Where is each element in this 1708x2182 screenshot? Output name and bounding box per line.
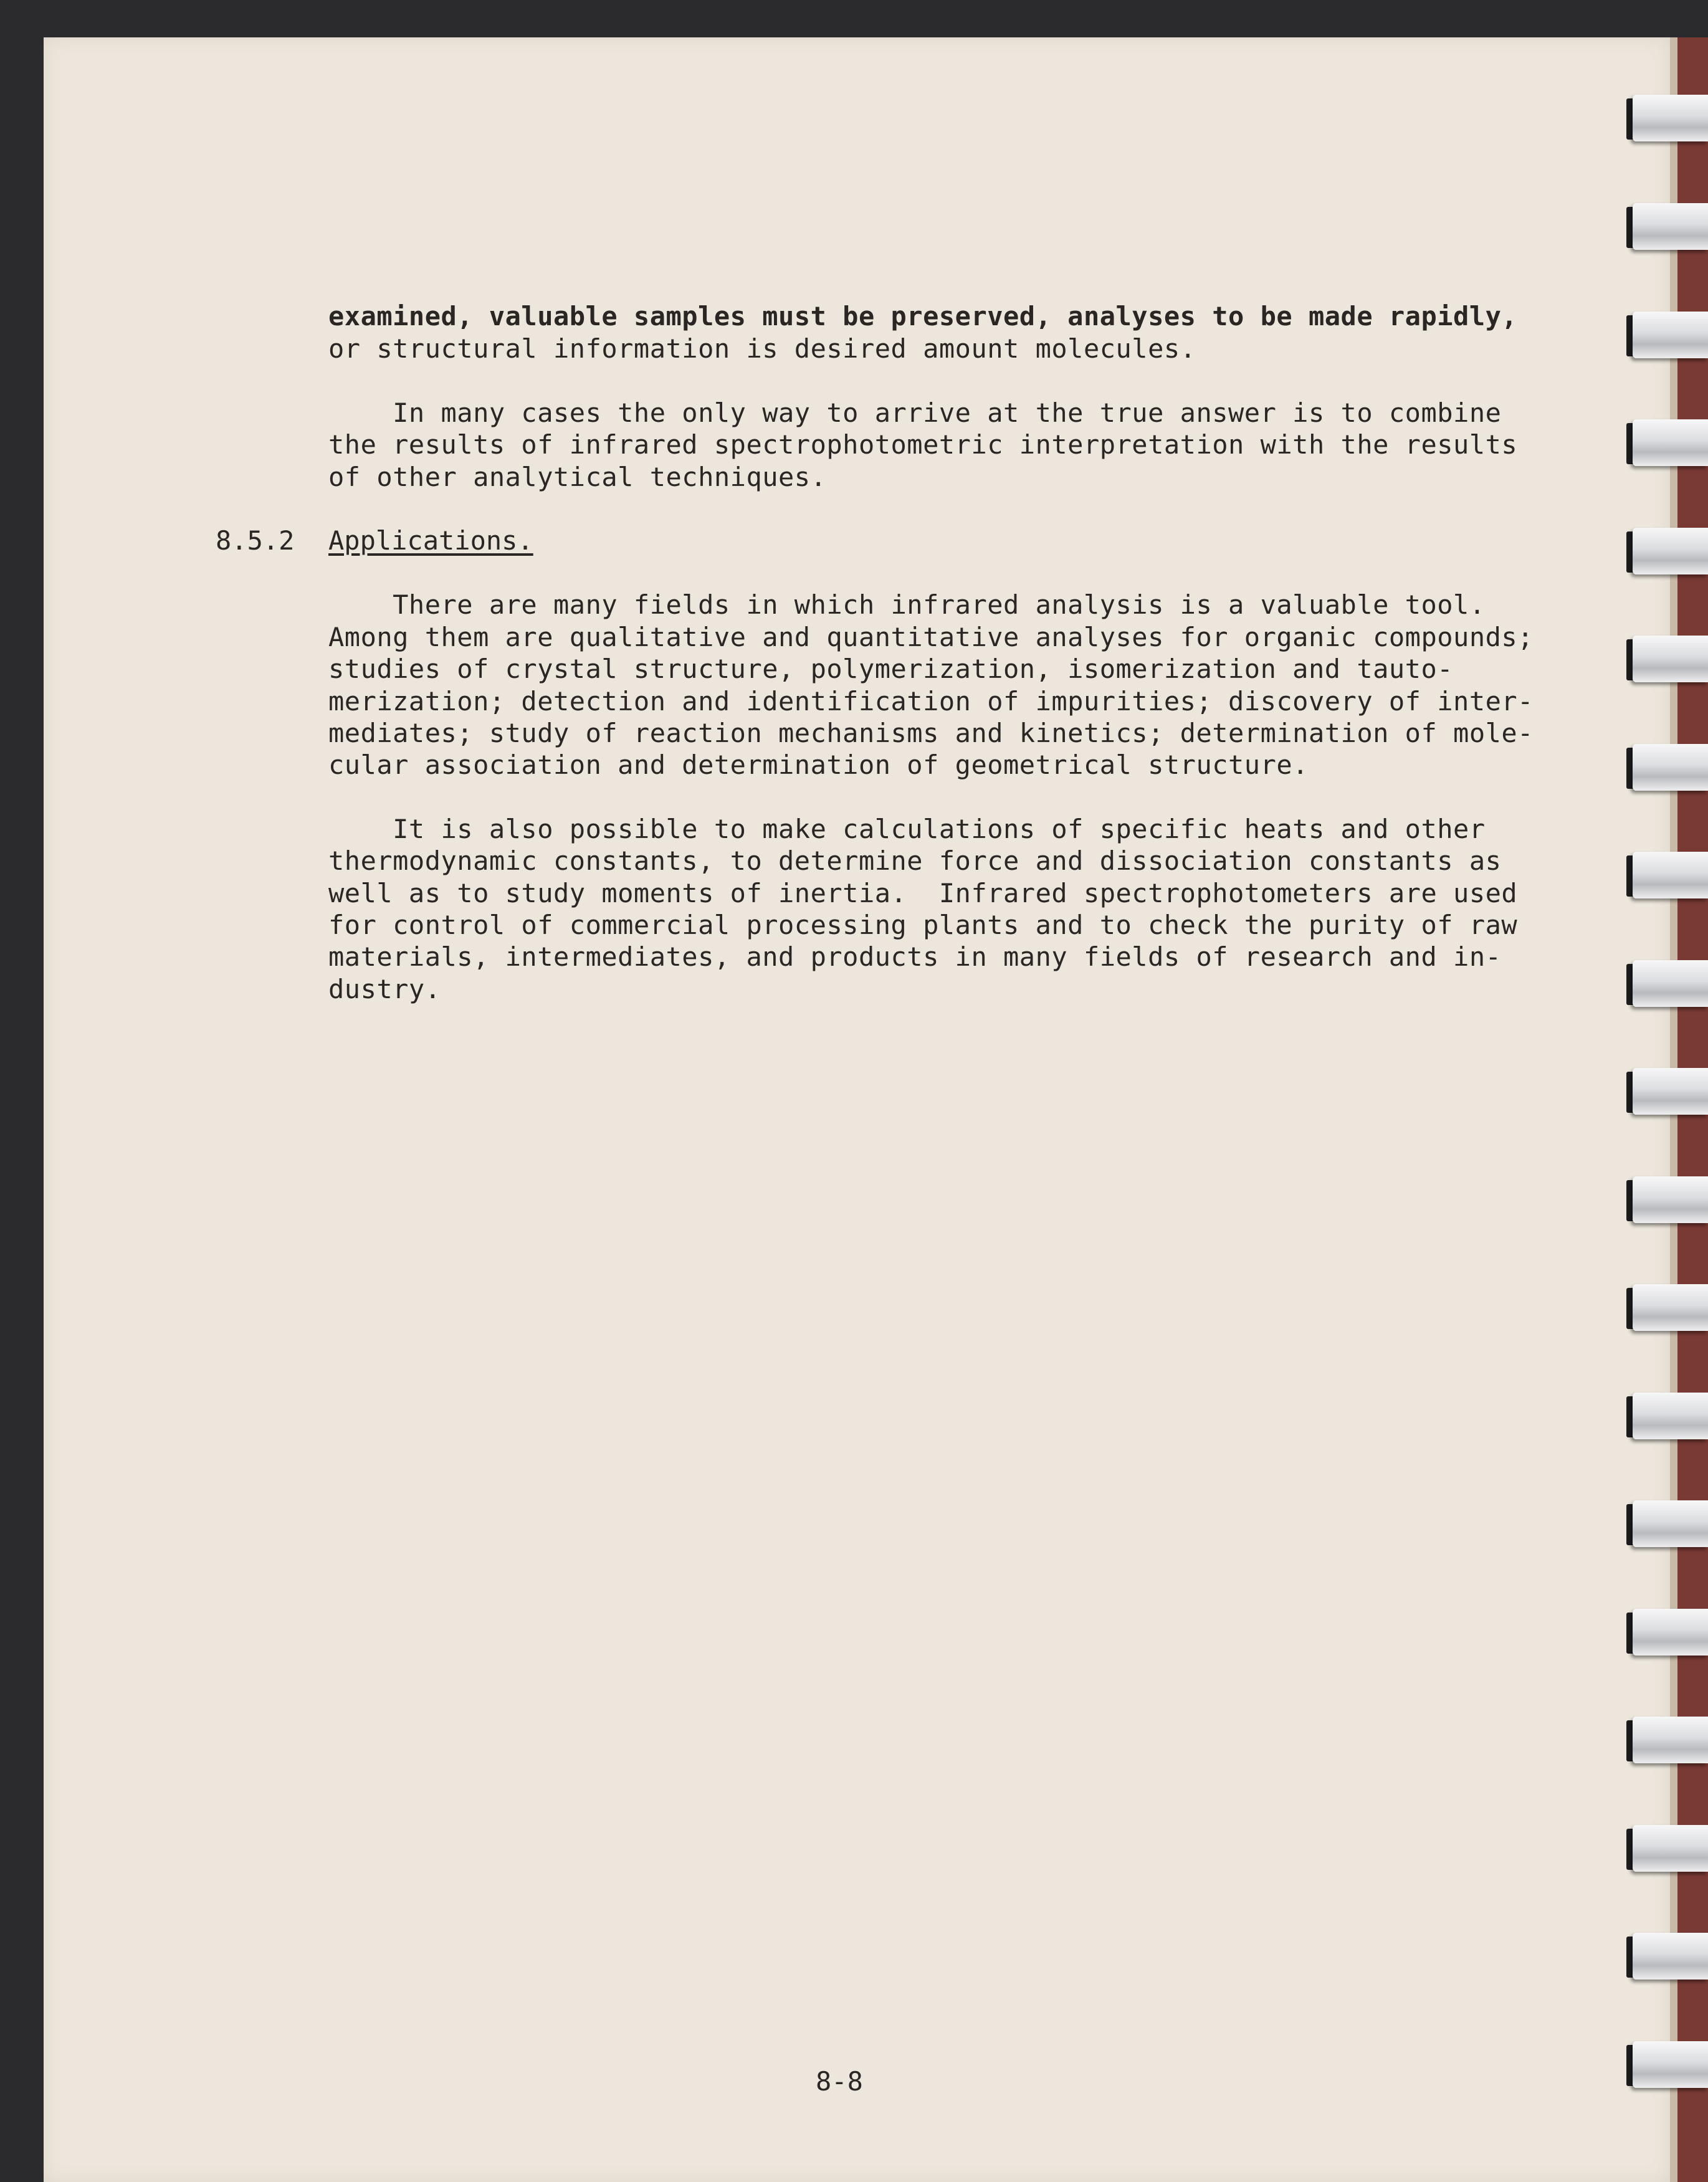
binding-ring bbox=[1626, 1176, 1708, 1223]
paragraph-3-line-5: mediates; study of reaction mechanisms and kinetics; determination of mole- bbox=[328, 718, 1534, 748]
paragraph-4-line-2: thermodynamic constants, to determine force and dissociation constants as bbox=[328, 846, 1502, 876]
paragraph-2-line-1: In many cases the only way to arrive at the true answer is to combine bbox=[328, 398, 1502, 428]
binding-ring bbox=[1626, 1825, 1708, 1872]
paragraph-1-line-1: examined, valuable samples must be preserved, analyses to be made rapidly, bbox=[328, 301, 1518, 331]
paragraph-4-line-3: well as to study moments of inertia. Infrared spectrophotometers are used bbox=[328, 878, 1518, 908]
paragraph-3-line-4: merization; detection and identification of impurities; discovery of inter- bbox=[328, 686, 1534, 717]
binding-ring bbox=[1626, 203, 1708, 250]
paragraph-3-line-6: cular association and determination of geometrical structure. bbox=[328, 750, 1309, 780]
paragraph-2-line-3: of other analytical techniques. bbox=[328, 462, 827, 492]
binding-ring bbox=[1626, 1068, 1708, 1115]
paragraph-4-line-1: It is also possible to make calculations of specific heats and other bbox=[328, 814, 1486, 844]
binding-ring bbox=[1626, 1609, 1708, 1656]
binding-ring bbox=[1626, 636, 1708, 682]
paragraph-2-line-2: the results of infrared spectrophotometric interpretation with the results bbox=[328, 429, 1518, 460]
binding-ring bbox=[1626, 312, 1708, 358]
section-number: 8.5.2 bbox=[216, 525, 295, 556]
paragraph-4-line-6: dustry. bbox=[328, 974, 441, 1004]
binding-ring bbox=[1626, 528, 1708, 574]
binding-ring bbox=[1626, 744, 1708, 791]
binding-ring bbox=[1626, 95, 1708, 141]
binding-ring bbox=[1626, 1393, 1708, 1439]
section-title: Applications. bbox=[328, 525, 533, 556]
binding-ring bbox=[1626, 960, 1708, 1007]
paragraph-1-line-2: or structural information is desired amount molecules. bbox=[328, 333, 1196, 364]
paragraph-3-line-1: There are many fields in which infrared analysis is a valuable tool. bbox=[328, 589, 1486, 620]
binding-ring bbox=[1626, 2041, 1708, 2088]
page-number: 8-8 bbox=[816, 2066, 863, 2097]
binding-ring bbox=[1626, 1717, 1708, 1763]
binding-ring bbox=[1626, 1500, 1708, 1547]
paragraph-3-line-3: studies of crystal structure, polymerization, isomerization and tauto- bbox=[328, 654, 1454, 684]
binding-ring bbox=[1626, 419, 1708, 466]
paragraph-3-line-2: Among them are qualitative and quantitative analyses for organic compounds; bbox=[328, 622, 1534, 652]
paragraph-4-line-4: for control of commercial processing plants and to check the purity of raw bbox=[328, 910, 1518, 940]
binding-ring bbox=[1626, 1284, 1708, 1331]
paragraph-4-line-5: materials, intermediates, and products in many fields of research and in- bbox=[328, 941, 1502, 972]
binding-ring bbox=[1626, 1933, 1708, 1980]
binding-ring bbox=[1626, 852, 1708, 898]
